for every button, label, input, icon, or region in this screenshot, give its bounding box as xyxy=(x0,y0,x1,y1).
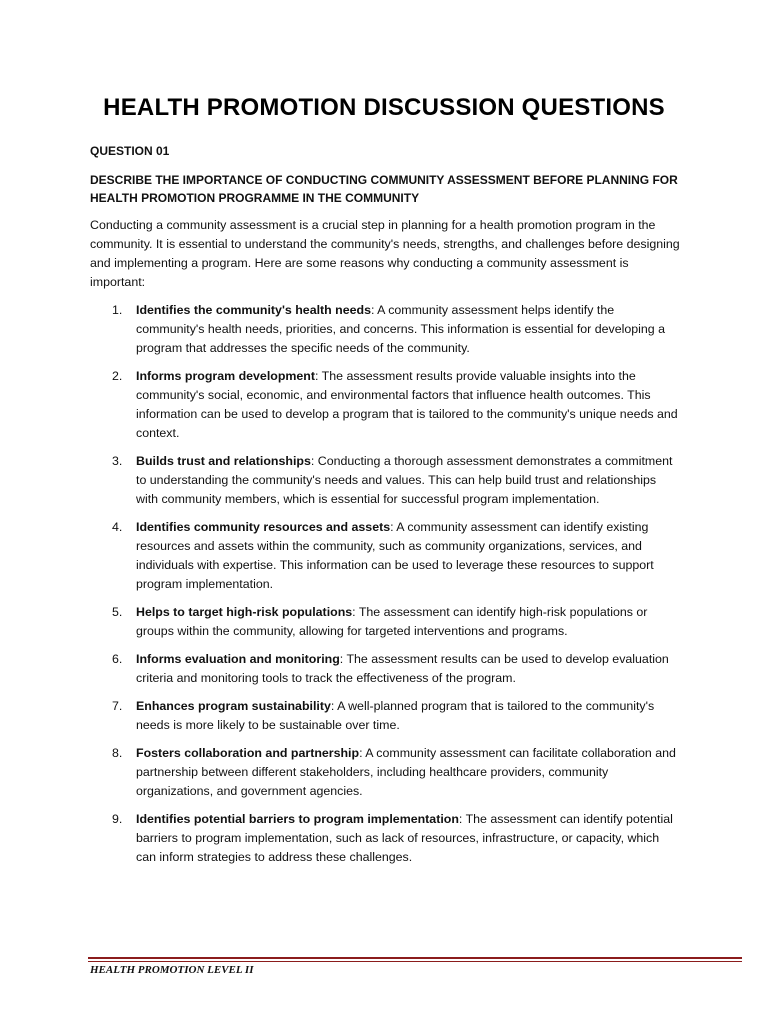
list-item-number: 4. xyxy=(112,520,123,534)
footer-divider-thin xyxy=(88,961,742,962)
list-item-term: Identifies community resources and assets xyxy=(136,520,391,534)
list-item xyxy=(90,367,680,443)
list-item-text: : The assessment results can be used to develop evaluation criteria and monitoring tools to track the effectiveness of the program. xyxy=(136,652,669,685)
list-item-term: Informs program development xyxy=(136,369,316,383)
page-title: HEALTH PROMOTION DISCUSSION QUESTIONS xyxy=(103,94,665,121)
list-item-term: Identifies the community's health needs xyxy=(136,303,371,317)
list-item xyxy=(90,301,680,358)
document-body xyxy=(90,142,680,876)
list-item-number: 2. xyxy=(112,369,123,383)
list-item xyxy=(90,603,680,641)
list-item-term: Helps to target high-risk populations xyxy=(136,605,353,619)
list-item-text: : A community assessment can facilitate collaboration and partnership between different stakeholders, including healthcare providers, community organizations, and government agencies. xyxy=(136,746,676,798)
question-heading: DESCRIBE THE IMPORTANCE OF CONDUCTING COMMUNITY ASSESSMENT BEFORE PLANNING FOR HEALTH PROMOTION PROGRAMME IN THE COMMUNITY xyxy=(90,173,678,205)
footer-divider xyxy=(88,957,742,959)
list-item-text: : A well-planned program that is tailored to the community's needs is more likely to be sustainable over time. xyxy=(136,699,655,732)
question-label: QUESTION 01 xyxy=(90,144,170,158)
intro-paragraph: Conducting a community assessment is a crucial step in planning for a health promotion program in the community. It is essential to understand the community's needs, strengths, and challenges before designing and implementing a program. Here are some reasons why conducting a community assessment is important: xyxy=(90,218,680,289)
list-item-text: : A community assessment can identify existing resources and assets within the community, such as community organizations, services, and individuals with expertise. This information can be used to leverage these resources to support program implementation. xyxy=(136,520,654,591)
list-item-number: 3. xyxy=(112,454,123,468)
list-item-term: Fosters collaboration and partnership xyxy=(136,746,360,760)
list-item-term: Informs evaluation and monitoring xyxy=(136,652,340,666)
list-item xyxy=(90,744,680,801)
list-item xyxy=(90,810,680,867)
list-item-text: : The assessment results provide valuable insights into the community's social, economic, and environmental factors that influence health outcomes. This information can be used to develop a program that is tailored to the community's unique needs and context. xyxy=(136,369,678,440)
list-item xyxy=(90,452,680,509)
list-item-term: Identifies potential barriers to program implementation xyxy=(136,812,459,826)
list-item-number: 9. xyxy=(112,812,123,826)
list-item xyxy=(90,650,680,688)
list-item-term: Builds trust and relationships xyxy=(136,454,311,468)
list-item-number: 5. xyxy=(112,605,123,619)
list-item xyxy=(90,697,680,735)
list-item-number: 1. xyxy=(112,303,123,317)
reasons-list xyxy=(90,301,680,867)
list-item-number: 6. xyxy=(112,652,123,666)
list-item-text: : The assessment can identify potential barriers to program implementation, such as lack of resources, infrastructure, or capacity, which can inform strategies to address these challenges. xyxy=(136,812,673,864)
list-item-term: Enhances program sustainability xyxy=(136,699,331,713)
list-item xyxy=(90,518,680,594)
list-item-text: : Conducting a thorough assessment demonstrates a commitment to understanding the community's needs and values. This can help build trust and relationships with community members, which is essential for successful program implementation. xyxy=(136,454,673,506)
list-item-number: 8. xyxy=(112,746,123,760)
list-item-text: : A community assessment helps identify the community's health needs, priorities, and concerns. This information is essential for developing a program that addresses the specific needs of the community. xyxy=(136,303,666,355)
list-item-text: : The assessment can identify high-risk populations or groups within the community, allowing for targeted interventions and programs. xyxy=(136,605,648,638)
list-item-number: 7. xyxy=(112,699,123,713)
page-footer: HEALTH PROMOTION LEVEL II xyxy=(90,964,254,976)
